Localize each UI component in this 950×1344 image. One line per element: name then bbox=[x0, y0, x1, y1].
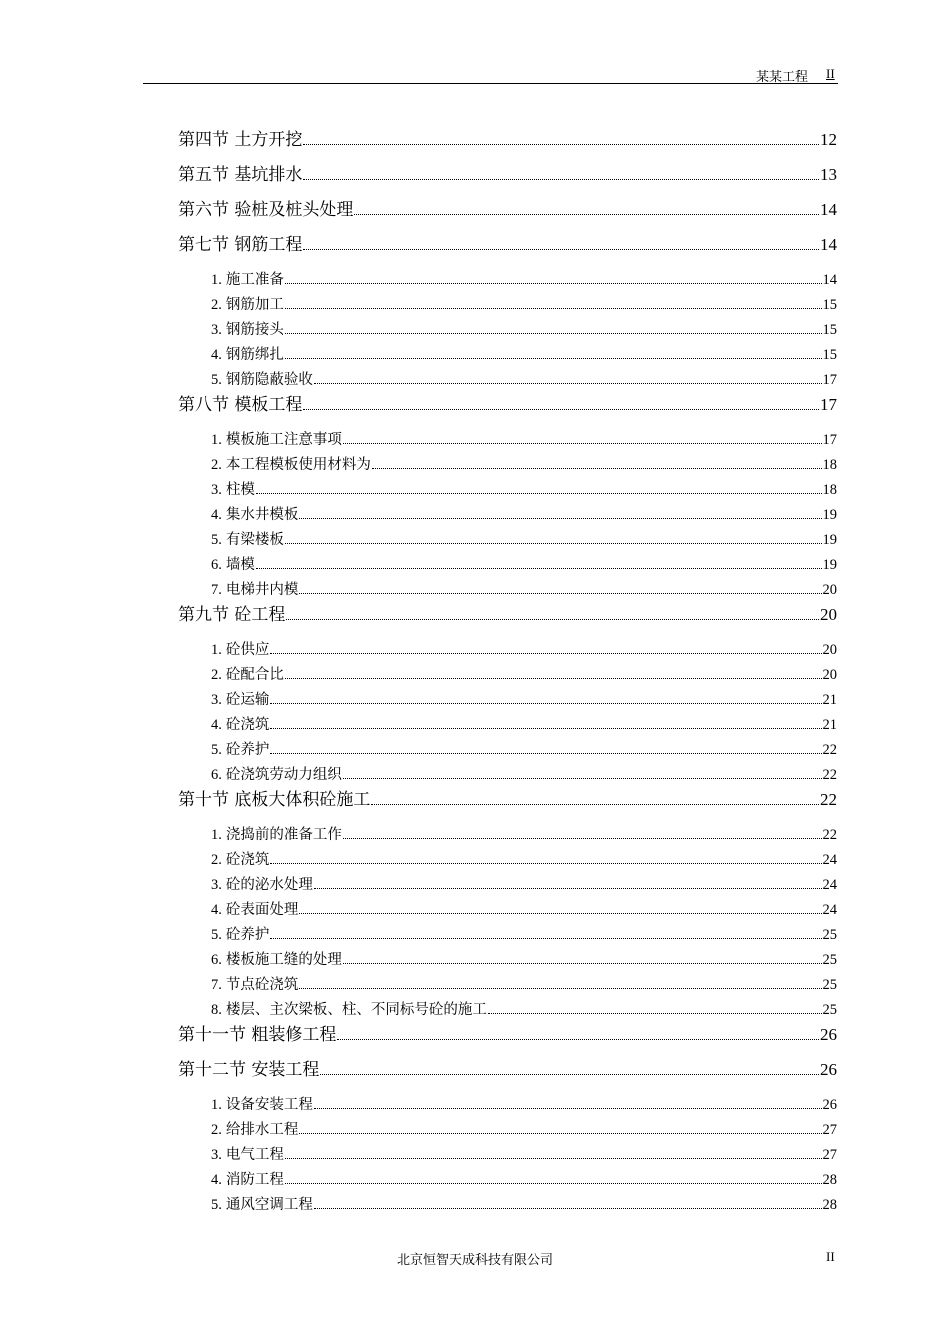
toc-entry-text: 钢筋绑扎 bbox=[225, 347, 284, 363]
toc-dot-leader bbox=[256, 493, 822, 494]
toc-entry-label bbox=[211, 1193, 313, 1214]
toc-dot-leader bbox=[285, 283, 822, 284]
toc-entry-label bbox=[178, 1020, 336, 1045]
toc-entry-label bbox=[211, 923, 269, 944]
toc-entry-number: 8. bbox=[211, 1002, 222, 1018]
toc-entry-text: 有梁楼板 bbox=[225, 532, 284, 548]
toc-entry-text: 砼浇筑 bbox=[225, 852, 270, 868]
toc-entry-text: 浇捣前的准备工作 bbox=[225, 827, 342, 843]
toc-entry-number: 5. bbox=[211, 1197, 222, 1213]
toc-page-number: 12 bbox=[820, 130, 837, 149]
toc-entry-label bbox=[211, 898, 298, 919]
toc-subsection-entry[interactable] bbox=[211, 948, 837, 969]
toc-section-entry[interactable] bbox=[178, 390, 837, 415]
toc-entry-number: 1. bbox=[211, 432, 222, 448]
header-rule bbox=[143, 83, 838, 84]
toc-entry-text: 第七节 钢筋工程 bbox=[178, 235, 303, 255]
toc-entry-text: 楼板施工缝的处理 bbox=[225, 952, 342, 968]
toc-entry-label bbox=[211, 763, 342, 784]
toc-entry-text: 电气工程 bbox=[225, 1147, 284, 1163]
toc-entry-label bbox=[211, 1118, 298, 1139]
toc-dot-leader bbox=[337, 1039, 819, 1040]
toc-dot-leader bbox=[256, 568, 822, 569]
toc-subsection-entry[interactable] bbox=[211, 1118, 837, 1139]
toc-dot-leader bbox=[303, 179, 819, 180]
toc-entry-label bbox=[211, 663, 284, 684]
toc-subsection-entry[interactable] bbox=[211, 503, 837, 524]
toc-entry-label bbox=[211, 638, 269, 659]
toc-entry-label bbox=[211, 873, 313, 894]
toc-page-number: 20 bbox=[822, 667, 837, 683]
toc-subsection-entry[interactable] bbox=[211, 823, 837, 844]
toc-entry-label bbox=[178, 600, 285, 625]
toc-entry-text: 砼浇筑劳动力组织 bbox=[225, 767, 342, 783]
toc-entry-text: 第八节 模板工程 bbox=[178, 395, 303, 415]
toc-entry-text: 钢筋隐蔽验收 bbox=[225, 372, 313, 388]
toc-entry-text: 第十二节 安装工程 bbox=[178, 1060, 320, 1080]
toc-entry-text: 第九节 砼工程 bbox=[178, 605, 286, 625]
toc-entry-label bbox=[211, 1143, 284, 1164]
toc-entry-number: 1. bbox=[211, 1097, 222, 1113]
toc-entry-text: 钢筋加工 bbox=[225, 297, 284, 313]
toc-dot-leader bbox=[343, 443, 822, 444]
toc-dot-leader bbox=[343, 963, 822, 964]
toc-dot-leader bbox=[285, 308, 822, 309]
toc-page-number: 21 bbox=[822, 692, 837, 708]
toc-dot-leader bbox=[270, 938, 821, 939]
toc-page-number: 20 bbox=[820, 605, 837, 624]
toc-entry-text: 电梯井内模 bbox=[225, 582, 299, 598]
toc-entry-text: 给排水工程 bbox=[225, 1122, 299, 1138]
toc-page-number: 27 bbox=[822, 1122, 837, 1138]
toc-page-number: 21 bbox=[822, 717, 837, 733]
toc-dot-leader bbox=[285, 1183, 822, 1184]
toc-entry-label bbox=[211, 578, 298, 599]
toc-subsection-entry[interactable] bbox=[211, 1193, 837, 1214]
toc-page-number: 19 bbox=[822, 532, 837, 548]
toc-dot-leader bbox=[343, 838, 822, 839]
toc-page-number: 19 bbox=[822, 557, 837, 573]
toc-subsection-entry[interactable] bbox=[211, 738, 837, 759]
toc-page-number: 27 bbox=[822, 1147, 837, 1163]
footer-company: 北京恒智天成科技有限公司 bbox=[396, 1253, 553, 1268]
toc-dot-leader bbox=[303, 409, 819, 410]
toc-subsection-entry[interactable] bbox=[211, 1093, 837, 1114]
toc-page-number: 22 bbox=[822, 742, 837, 758]
toc-entry-text: 楼层、主次梁板、柱、不同标号砼的施工 bbox=[225, 1002, 487, 1018]
toc-page-number: 17 bbox=[822, 432, 837, 448]
toc-entry-label bbox=[178, 160, 302, 185]
toc-dot-leader bbox=[343, 778, 822, 779]
toc-dot-leader bbox=[371, 804, 819, 805]
toc-entry-label bbox=[211, 453, 371, 474]
toc-dot-leader bbox=[314, 383, 822, 384]
toc-page-number: 25 bbox=[822, 1002, 837, 1018]
toc-dot-leader bbox=[314, 888, 822, 889]
toc-entry-text: 节点砼浇筑 bbox=[225, 977, 299, 993]
toc-entry-text: 墙模 bbox=[225, 557, 255, 573]
toc-dot-leader bbox=[285, 358, 822, 359]
toc-page-number: 24 bbox=[822, 902, 837, 918]
toc-page-number: 24 bbox=[822, 852, 837, 868]
toc-entry-text: 砼配合比 bbox=[225, 667, 284, 683]
toc-dot-leader bbox=[299, 518, 821, 519]
toc-subsection-entry[interactable] bbox=[211, 713, 837, 734]
toc-dot-leader bbox=[270, 863, 821, 864]
toc-entry-number: 5. bbox=[211, 927, 222, 943]
toc-dot-leader bbox=[303, 249, 819, 250]
toc-entry-text: 砼养护 bbox=[225, 927, 270, 943]
toc-entry-label bbox=[211, 998, 487, 1019]
toc-entry-text: 设备安装工程 bbox=[225, 1097, 313, 1113]
toc-page-number: 25 bbox=[822, 927, 837, 943]
toc-section-entry[interactable] bbox=[178, 1020, 837, 1045]
toc-dot-leader bbox=[285, 678, 822, 679]
toc-entry-text: 砼表面处理 bbox=[225, 902, 299, 918]
toc-entry-number: 7. bbox=[211, 977, 222, 993]
toc-dot-leader bbox=[286, 619, 819, 620]
toc-entry-number: 1. bbox=[211, 272, 222, 288]
toc-page-number: 25 bbox=[822, 977, 837, 993]
toc-entry-label bbox=[211, 293, 284, 314]
toc-subsection-entry[interactable] bbox=[211, 923, 837, 944]
toc-subsection-entry[interactable] bbox=[211, 428, 837, 449]
toc-entry-number: 4. bbox=[211, 1172, 222, 1188]
toc-entry-label bbox=[211, 1093, 313, 1114]
toc-dot-leader bbox=[299, 1133, 821, 1134]
toc-page-number: 22 bbox=[822, 767, 837, 783]
toc-subsection-entry[interactable] bbox=[211, 268, 837, 289]
toc-entry-text: 第十节 底板大体积砼施工 bbox=[178, 790, 371, 810]
toc-subsection-entry[interactable] bbox=[211, 763, 837, 784]
toc-entry-label bbox=[178, 195, 353, 220]
toc-entry-number: 3. bbox=[211, 482, 222, 498]
toc-entry-label bbox=[211, 503, 298, 524]
toc-entry-label bbox=[211, 1168, 284, 1189]
toc-entry-text: 第四节 土方开挖 bbox=[178, 130, 303, 150]
toc-page-number: 19 bbox=[822, 507, 837, 523]
toc-entry-text: 砼供应 bbox=[225, 642, 270, 658]
toc-entry-label bbox=[211, 973, 298, 994]
toc-subsection-entry[interactable] bbox=[211, 478, 837, 499]
toc-subsection-entry[interactable] bbox=[211, 873, 837, 894]
toc-entry-number: 2. bbox=[211, 1122, 222, 1138]
toc-entry-text: 砼的泌水处理 bbox=[225, 877, 313, 893]
toc-entry-text: 砼养护 bbox=[225, 742, 270, 758]
toc-entry-text: 砼浇筑 bbox=[225, 717, 270, 733]
toc-entry-label bbox=[178, 1055, 319, 1080]
toc-dot-leader bbox=[354, 214, 819, 215]
header-page-number: II bbox=[826, 66, 835, 81]
toc-entry-number: 5. bbox=[211, 742, 222, 758]
toc-entry-number: 5. bbox=[211, 532, 222, 548]
toc-section-entry[interactable] bbox=[178, 195, 837, 220]
toc-section-entry[interactable] bbox=[178, 230, 837, 255]
toc-page-number: 22 bbox=[820, 790, 837, 809]
toc-entry-number: 4. bbox=[211, 717, 222, 733]
toc-subsection-entry[interactable] bbox=[211, 368, 837, 389]
toc-entry-number: 3. bbox=[211, 1147, 222, 1163]
toc-subsection-entry[interactable] bbox=[211, 638, 837, 659]
toc-entry-label bbox=[178, 125, 302, 150]
toc-entry-number: 6. bbox=[211, 557, 222, 573]
toc-entry-number: 4. bbox=[211, 347, 222, 363]
toc-subsection-entry[interactable] bbox=[211, 318, 837, 339]
toc-entry-label bbox=[211, 428, 342, 449]
toc-dot-leader bbox=[299, 988, 821, 989]
toc-entry-number: 2. bbox=[211, 297, 222, 313]
toc-entry-number: 6. bbox=[211, 767, 222, 783]
toc-page-number: 26 bbox=[820, 1060, 837, 1079]
header-title: 某某工程 bbox=[755, 70, 808, 85]
toc-dot-leader bbox=[270, 753, 821, 754]
toc-entry-label bbox=[178, 785, 370, 810]
toc-section-entry[interactable] bbox=[178, 785, 837, 810]
toc-page-number: 17 bbox=[822, 372, 837, 388]
toc-entry-number: 1. bbox=[211, 642, 222, 658]
toc-entry-number: 2. bbox=[211, 457, 222, 473]
toc-entry-label bbox=[211, 478, 255, 499]
toc-page-number: 26 bbox=[820, 1025, 837, 1044]
toc-entry-number: 4. bbox=[211, 507, 222, 523]
toc-entry-label bbox=[178, 390, 302, 415]
toc-page-number: 13 bbox=[820, 165, 837, 184]
toc-page-number: 20 bbox=[822, 582, 837, 598]
toc-page-number: 28 bbox=[822, 1197, 837, 1213]
toc-dot-leader bbox=[270, 728, 821, 729]
toc-entry-text: 第五节 基坑排水 bbox=[178, 165, 303, 185]
toc-page-number: 15 bbox=[822, 347, 837, 363]
toc-dot-leader bbox=[285, 333, 822, 334]
toc-page-number: 18 bbox=[822, 457, 837, 473]
toc-entry-text: 第十一节 粗装修工程 bbox=[178, 1025, 337, 1045]
toc-entry-label bbox=[211, 738, 269, 759]
toc-dot-leader bbox=[285, 1158, 822, 1159]
toc-subsection-entry[interactable] bbox=[211, 1143, 837, 1164]
toc-entry-label bbox=[211, 528, 284, 549]
toc-entry-number: 3. bbox=[211, 322, 222, 338]
toc-entry-number: 6. bbox=[211, 952, 222, 968]
toc-page-number: 15 bbox=[822, 322, 837, 338]
toc-subsection-entry[interactable] bbox=[211, 688, 837, 709]
toc-entry-label bbox=[211, 848, 269, 869]
toc-entry-number: 2. bbox=[211, 852, 222, 868]
toc-entry-text: 通风空调工程 bbox=[225, 1197, 313, 1213]
toc-entry-text: 消防工程 bbox=[225, 1172, 284, 1188]
toc-page-number: 28 bbox=[822, 1172, 837, 1188]
toc-subsection-entry[interactable] bbox=[211, 528, 837, 549]
toc-entry-text: 第六节 验桩及桩头处理 bbox=[178, 200, 354, 220]
toc-entry-number: 5. bbox=[211, 372, 222, 388]
toc-entry-text: 本工程模板使用材料为 bbox=[225, 457, 371, 473]
toc-subsection-entry[interactable] bbox=[211, 578, 837, 599]
toc-dot-leader bbox=[270, 703, 821, 704]
toc-entry-number: 7. bbox=[211, 582, 222, 598]
toc-subsection-entry[interactable] bbox=[211, 343, 837, 364]
toc-entry-label bbox=[211, 318, 284, 339]
toc-page-number: 14 bbox=[820, 235, 837, 254]
toc-dot-leader bbox=[372, 468, 822, 469]
toc-dot-leader bbox=[320, 1074, 819, 1075]
toc-dot-leader bbox=[270, 653, 821, 654]
toc-entry-text: 砼运输 bbox=[225, 692, 270, 708]
toc-subsection-entry[interactable] bbox=[211, 453, 837, 474]
toc-dot-leader bbox=[299, 593, 821, 594]
toc-entry-label bbox=[211, 688, 269, 709]
toc-subsection-entry[interactable] bbox=[211, 293, 837, 314]
toc-entry-number: 1. bbox=[211, 827, 222, 843]
toc-entry-label bbox=[211, 268, 284, 289]
toc-page-number: 14 bbox=[820, 200, 837, 219]
toc-subsection-entry[interactable] bbox=[211, 663, 837, 684]
toc-page-number: 20 bbox=[822, 642, 837, 658]
toc-subsection-entry[interactable] bbox=[211, 973, 837, 994]
toc-page-number: 22 bbox=[822, 827, 837, 843]
toc-entry-label bbox=[211, 343, 284, 364]
toc-dot-leader bbox=[299, 913, 821, 914]
toc-entry-text: 模板施工注意事项 bbox=[225, 432, 342, 448]
toc-entry-label bbox=[211, 823, 342, 844]
toc-dot-leader bbox=[303, 144, 819, 145]
toc-page-number: 14 bbox=[822, 272, 837, 288]
toc-entry-text: 施工准备 bbox=[225, 272, 284, 288]
toc-subsection-entry[interactable] bbox=[211, 848, 837, 869]
toc-entry-number: 3. bbox=[211, 877, 222, 893]
toc-dot-leader bbox=[285, 543, 822, 544]
toc-entry-number: 2. bbox=[211, 667, 222, 683]
toc-page-number: 18 bbox=[822, 482, 837, 498]
toc-dot-leader bbox=[314, 1208, 822, 1209]
toc-page-number: 17 bbox=[820, 395, 837, 414]
toc-entry-label bbox=[211, 713, 269, 734]
toc-section-entry[interactable] bbox=[178, 1055, 837, 1080]
toc-section-entry[interactable] bbox=[178, 125, 837, 150]
toc-entry-text: 集水井模板 bbox=[225, 507, 299, 523]
toc-dot-leader bbox=[488, 1013, 822, 1014]
toc-section-entry[interactable] bbox=[178, 600, 837, 625]
toc-page-number: 25 bbox=[822, 952, 837, 968]
toc-section-entry[interactable] bbox=[178, 160, 837, 185]
toc-entry-number: 3. bbox=[211, 692, 222, 708]
toc-page-number: 15 bbox=[822, 297, 837, 313]
toc-entry-label bbox=[211, 368, 313, 389]
toc-entry-number: 4. bbox=[211, 902, 222, 918]
footer-page-number: II bbox=[826, 1249, 835, 1264]
toc-page-number: 26 bbox=[822, 1097, 837, 1113]
toc-subsection-entry[interactable] bbox=[211, 898, 837, 919]
toc-dot-leader bbox=[314, 1108, 822, 1109]
toc-entry-label bbox=[178, 230, 302, 255]
toc-subsection-entry[interactable] bbox=[211, 1168, 837, 1189]
toc-entry-label bbox=[211, 553, 255, 574]
toc-entry-text: 柱模 bbox=[225, 482, 255, 498]
toc-entry-label bbox=[211, 948, 342, 969]
toc-subsection-entry[interactable] bbox=[211, 553, 837, 574]
toc-page-number: 24 bbox=[822, 877, 837, 893]
toc-entry-text: 钢筋接头 bbox=[225, 322, 284, 338]
toc-subsection-entry[interactable] bbox=[211, 998, 837, 1019]
